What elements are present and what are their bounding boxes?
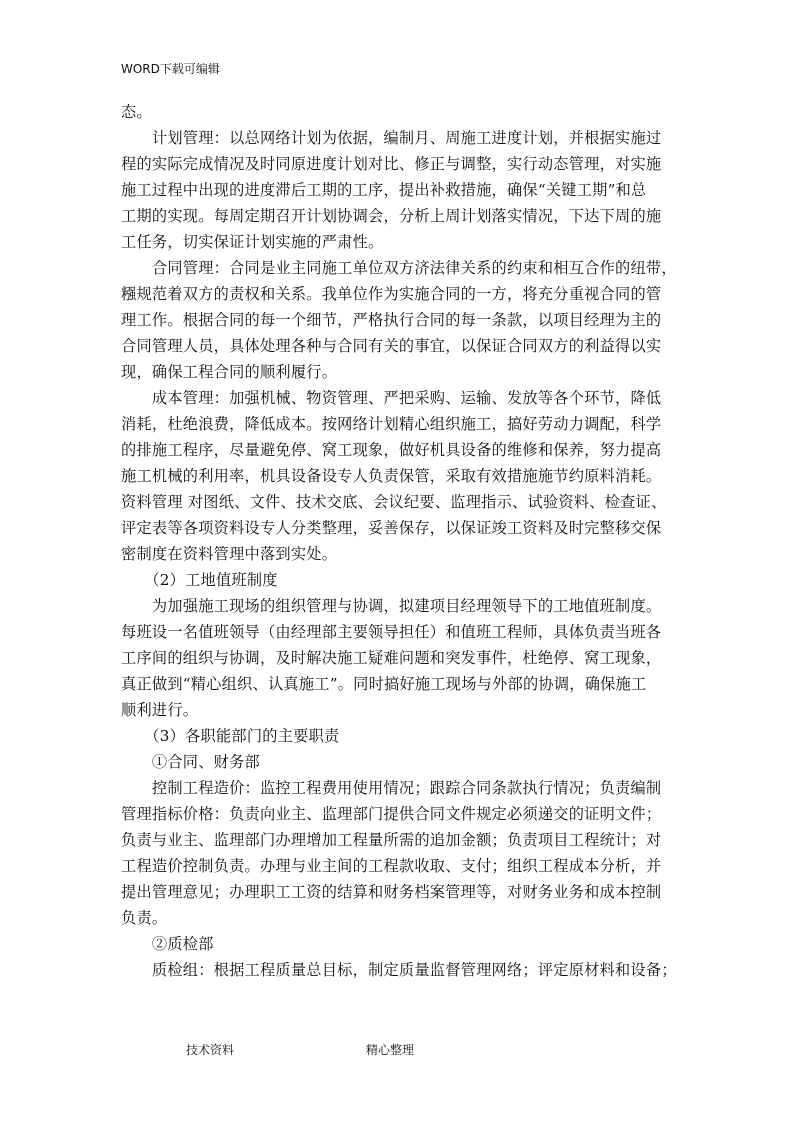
footer-left-text: 技术资料	[186, 1043, 235, 1057]
text-line: 工期的实现。每周定期召开计划协调会，分析上周计划落实情况，下达下周的施	[121, 207, 662, 225]
document-body	[121, 99, 687, 983]
text-line: 工程造价控制负责。办理与业主间的工程款收取、支付；组织工程成本分析，并	[121, 857, 662, 875]
text-line: 控制工程造价：监控工程费用使用情况；跟踪合同条款执行情况；负责编制	[121, 779, 662, 797]
text-line: （3）各职能部门的主要职责	[121, 727, 340, 745]
text-line: （2）工地值班制度	[121, 571, 278, 589]
text-line: 质检组：根据工程质量总目标，制定质量监督管理网络；评定原材料和设备；	[121, 961, 677, 979]
text-line: 现，确保工程合同的顺利履行。	[121, 363, 338, 381]
text-line: 的排施工程序，尽量避免停、窝工现象，做好机具设备的维修和保养，努力提高	[121, 441, 662, 459]
text-line: 每班设一名值班领导（由经理部主要领导担任）和值班工程师，具体负责当班各	[121, 623, 662, 641]
text-line: 评定表等各项资料设专人分类整理，妥善保存，以保证竣工资料及时完整移交保	[121, 519, 662, 537]
page-header: WORD下载可编辑	[121, 62, 220, 76]
text-line: 提出管理意见；办理职工工资的结算和财务档案管理等，对财务业务和成本控制	[121, 883, 662, 901]
text-line: 施工机械的利用率，机具设备设专人负责保管，采取有效措施施节约原料消耗。	[121, 467, 662, 485]
text-line: 为加强施工现场的组织管理与协调，拟建项目经理领导下的工地值班制度。	[121, 597, 662, 615]
text-line: 程的实际完成情况及时同原进度计划对比、修正与调整，实行动态管理，对实施	[121, 155, 662, 173]
text-line: 合同管理：合同是业主同施工单位双方济法律关系的约束和相互合作的纽带，	[121, 259, 677, 277]
text-line: 态。	[121, 103, 152, 121]
text-line: ②质检部	[121, 935, 214, 953]
text-line: 成本管理：加强机械、物资管理、严把采购、运输、发放等各个环节，降低	[121, 389, 662, 407]
text-line: 糨规范着双方的责权和关系。我单位作为实施合同的一方，将充分重视合同的管	[121, 285, 662, 303]
text-line: 计划管理：以总网络计划为依据，编制月、周施工进度计划，并根据实施过	[121, 129, 662, 147]
text-line: 理工作。根据合同的每一个细节，严格执行合同的每一条款，以项目经理为主的	[121, 311, 662, 329]
text-line: 顺利进行。	[121, 701, 199, 719]
text-line: 工任务，切实保证计划实施的严肃性。	[121, 233, 384, 251]
text-line: ①合同、财务部	[121, 753, 260, 771]
text-line: 消耗，杜绝浪费，降低成本。按网络计划精心组织施工，搞好劳动力调配，科学	[121, 415, 662, 433]
text-line: 管理指标价格：负责向业主、监理部门提供合同文件规定必须递交的证明文件；	[121, 805, 662, 823]
text-line: 负责。	[121, 909, 168, 927]
text-line: 真正做到“精心组织、认真施工”。同时搞好施工现场与外部的协调，确保施工	[121, 675, 647, 693]
text-line: 施工过程中出现的进度滞后工期的工序，提出补救措施，确保“关键工期”和总	[121, 181, 647, 199]
footer-right-text: 精心整理	[366, 1043, 415, 1057]
text-line: 合同管理人员，具体处理各种与合同有关的事宜，以保证合同双方的利益得以实	[121, 337, 662, 355]
text-line: 负责与业主、监理部门办理增加工程量所需的追加金额；负责项目工程统计；对	[121, 831, 662, 849]
text-line: 工序间的组织与协调，及时解决施工疑难问题和突发事件，杜绝停、窝工现象，	[121, 649, 662, 667]
text-line: 密制度在资料管理中落到实处。	[121, 545, 338, 563]
text-line: 资料管理 对图纸、文件、技术交底、会议纪要、监理指示、试验资料、检查证、	[121, 493, 667, 511]
